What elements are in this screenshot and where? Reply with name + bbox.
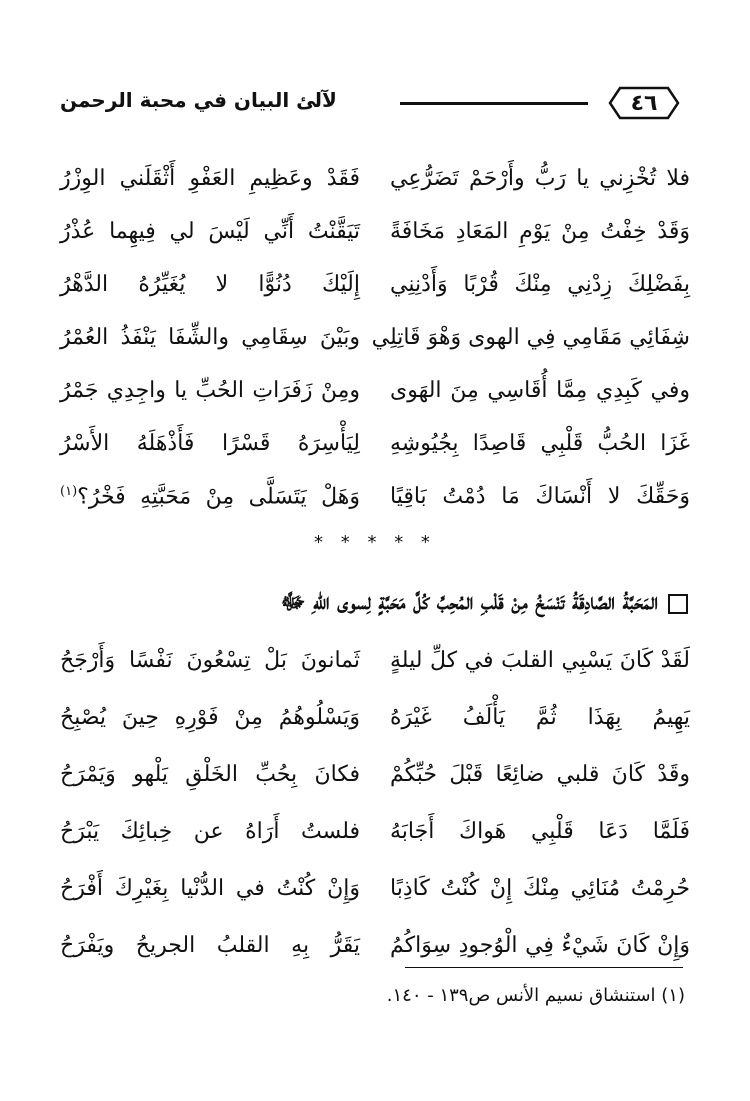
hemistich-second — [60, 431, 360, 456]
hemistich-second-text: إِلَيْكَ دُنُوًّا لا يُغَيِّرُهُ الدَّهْرُ — [60, 272, 360, 297]
verse-line — [60, 364, 690, 417]
header-rule — [400, 102, 588, 105]
running-title: لآلئ البيان في محبة الرحمن — [60, 88, 337, 112]
poem-second — [60, 632, 690, 974]
hemistich-second-text: وَهَلْ يَتَسَلَّى مِنْ مَحَبَّتِهِ فَخْرُ؟ — [77, 484, 360, 510]
hemistich-second — [60, 378, 360, 403]
hemistich-second — [60, 219, 360, 244]
hemistich-first: وَحَقِّكَ لا أَنْسَاكَ مَا دُمْتُ بَاقِيًا — [390, 484, 690, 509]
poem-first — [60, 152, 690, 523]
hemistich-first: وقَدْ كَانَ قلبي ضائِعًا قَبْلَ حُبِّكُمْ — [390, 762, 690, 787]
hemistich-first: بِفَضْلِكَ زِدْنِي مِنْكَ قُرْبًا وَأَدْنِنِي — [390, 272, 690, 297]
verse-line — [60, 258, 690, 311]
hemistich-first: يَهِيمُ بِهَذَا ثُمَّ يَأْلَفُ غَيْرَهُ — [390, 705, 690, 730]
verse-line — [60, 152, 690, 205]
hemistich-second — [60, 484, 360, 509]
verse-line — [60, 803, 690, 860]
verse-line — [60, 917, 690, 974]
hemistich-second-text: لِيَأْسِرَهُ قَسْرًا فَأَذْهَلَهُ الأَسْرُ — [60, 431, 360, 456]
hemistich-second — [60, 819, 360, 844]
hemistich-second-text: فَقَدْ وعَظِيمِ العَفْوِ أَثْقَلَني الوِزْرُ — [60, 166, 360, 191]
verse-line — [60, 632, 690, 689]
hemistich-second-text: تَيَقَّنْتُ أَنِّي لَيْسَ لي فِيهِما عُذْرُ — [60, 219, 360, 244]
hemistich-second-text: ومِنْ زَفَرَاتِ الحُبِّ يا واجِدِي جَمْرُ — [60, 378, 360, 403]
section-separator: * * * * * — [314, 532, 436, 553]
verse-line — [60, 689, 690, 746]
section-heading-text: المَحَبَّةُ الصَّادِقَةُ تَنْسَخُ مِنْ قَلْبِ المُحِبِّ كُلَّ مَحَبَّةٍ لِسوى اللهِ ﷻ — [280, 589, 658, 615]
hemistich-second-text: وبَيْنَ سِقَامِي والشِّفَا يَنْفَذُ العُمْرُ — [60, 325, 360, 350]
hemistich-first: لَقَدْ كَانَ يَسْبِي القلبَ في كلِّ ليلةٍ — [390, 648, 690, 673]
verse-line — [60, 205, 690, 258]
hemistich-second — [60, 933, 360, 958]
hemistich-second — [60, 325, 360, 350]
hemistich-second-text: فكانَ بِحُبِّ الخَلْقِ يَلْهو وَيَمْرَحُ — [60, 762, 360, 787]
hemistich-first: غَزَا الحُبُّ قَلْبِي قَاصِدًا بِجُيُوشِهِ — [390, 431, 690, 456]
footnote-marker: (١) — [60, 483, 78, 499]
hemistich-second — [60, 648, 360, 673]
hemistich-second — [60, 705, 360, 730]
page-header — [60, 80, 680, 130]
hemistich-second — [60, 166, 360, 191]
verse-line — [60, 746, 690, 803]
hemistich-first: فَلَمَّا دَعَا قَلْبِي هَواكَ أَجَابَهُ — [390, 819, 690, 844]
hemistich-first: فلا تُخْزِني يا رَبُّ وأَرْحَمْ تَضَرُّعِي — [390, 166, 690, 191]
verse-line — [60, 311, 690, 364]
hemistich-second-text: فلستُ أَرَاهُ عن خِبائِكَ يَبْرَحُ — [60, 819, 360, 844]
hemistich-second — [60, 876, 360, 901]
footnote-rule — [405, 967, 683, 968]
hemistich-first: وفي كَبِدِي مِمَّا أُقَاسِي مِنَ الهَوى — [390, 378, 690, 403]
verse-line — [60, 470, 690, 523]
square-bullet-icon — [668, 594, 688, 614]
verse-line — [60, 860, 690, 917]
hemistich-second — [60, 762, 360, 787]
hemistich-second — [60, 272, 360, 297]
hemistich-first: وَقَدْ خِفْتُ مِنْ يَوْمِ المَعَادِ مَخَافَةً — [390, 219, 690, 244]
hemistich-first: وَإِنْ كَانَ شَيْءٌ فِي الْوُجودِ سِوَاكُمُ — [390, 933, 690, 958]
page-number: ٤٦ — [630, 90, 658, 116]
page-number-badge — [608, 86, 680, 120]
hemistich-second-text: وَإِنْ كُنْتُ في الدُّنْيا بِغَيْرِكَ أَفْرَحُ — [60, 876, 360, 901]
hemistich-second-text: وَيَسْلُوهُمُ مِنْ فَوْرِهِ حِينَ يُصْبِحُ — [60, 705, 360, 730]
hemistich-second-text: يَقَرُّ بِهِ القلبُ الجريحُ ويَفْرَحُ — [60, 933, 360, 958]
section-heading — [80, 588, 688, 620]
hemistich-first: حُرِمْتُ مُنَائِي مِنْكَ إِنْ كُنْتُ كَاذِبًا — [390, 876, 690, 901]
verse-line — [60, 417, 690, 470]
footnote: (١) استنشاق نسيم الأنس ص١٣٩ - ١٤٠. — [386, 985, 685, 1006]
hemistich-first: شِفَائِي مَقَامِي فِي الهوى وَهْوَ قَاتِلِي — [371, 325, 690, 350]
hemistich-second-text: ثَمانونَ بَلْ تِسْعُونَ نَفْسًا وَأَرْجَحُ — [60, 648, 360, 673]
